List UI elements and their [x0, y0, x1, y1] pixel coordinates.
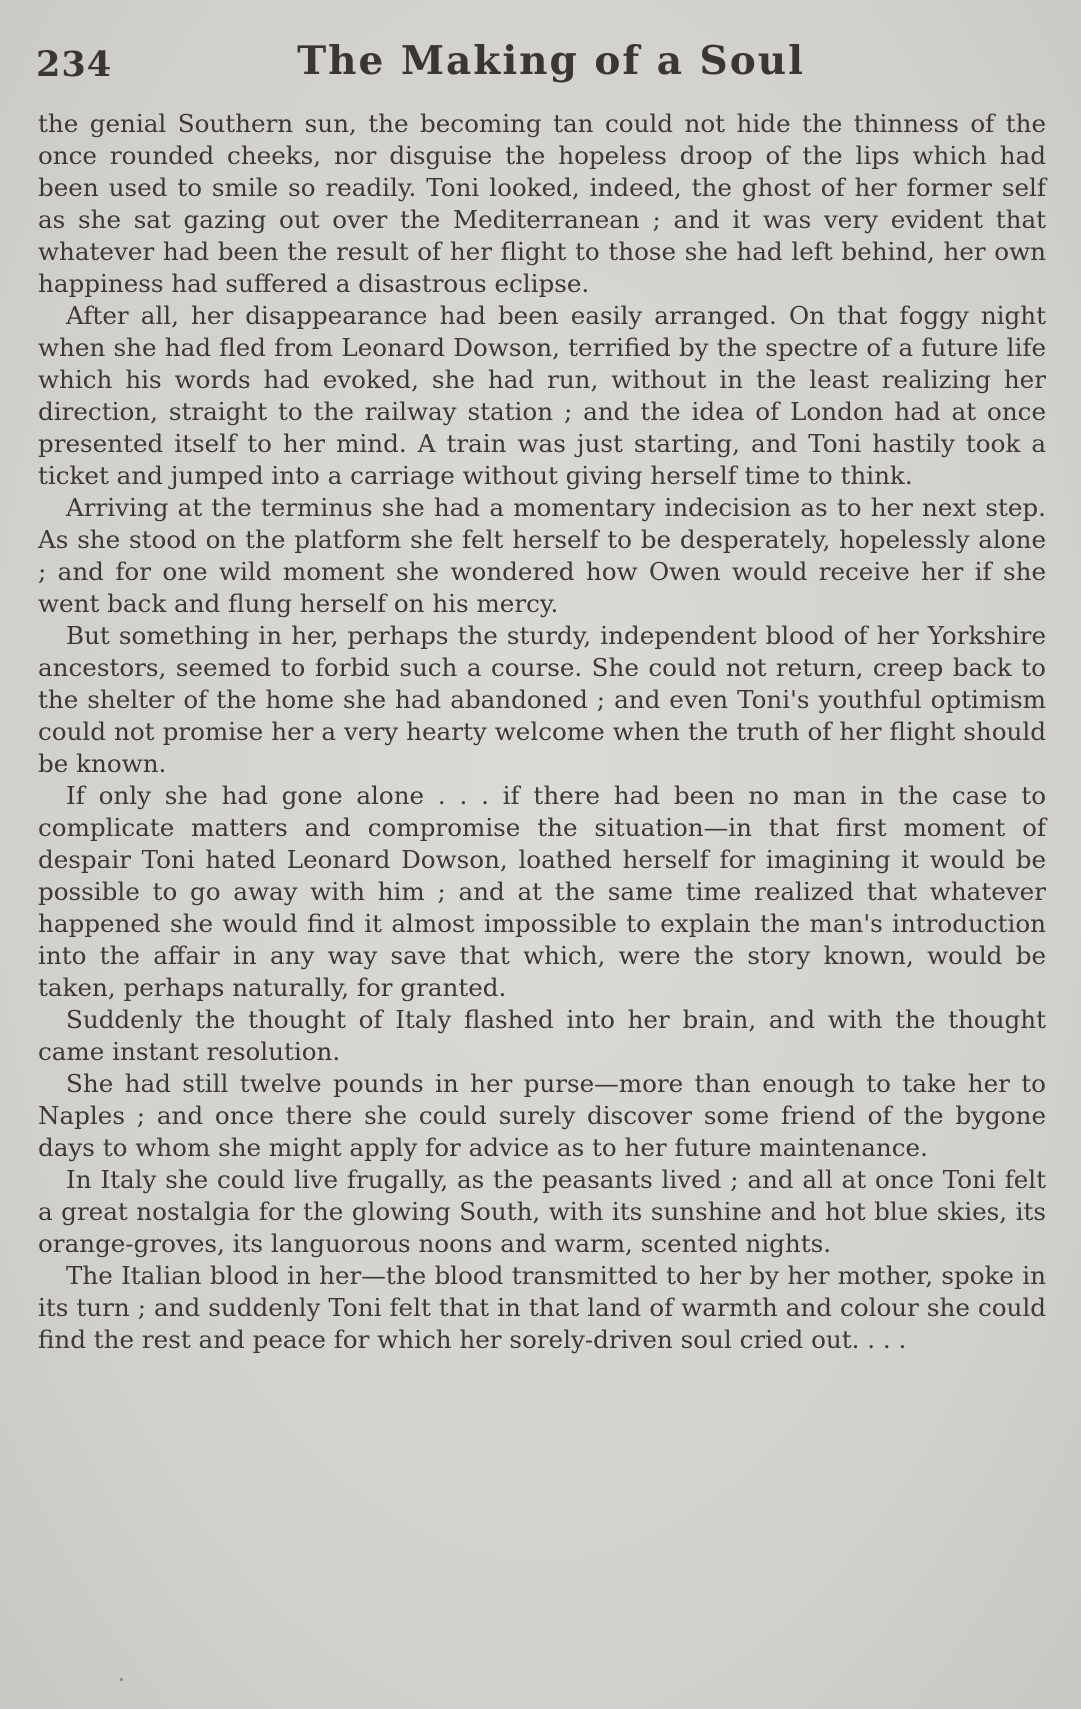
page-header [36, 38, 1046, 88]
paragraph-5: If only she had gone alone . . . if there had been no man in the case to complicate matters and compromise the situation—in that first moment of despair Toni hated Leonard Dowson, loathed herself for imagining it would be possible to go away with him ; and at the same time realized that whatever happened she would find it almost impossible to explain the man's introduction into the affair in any way save that which, were the story known, would be taken, perhaps naturally, for granted. [38, 781, 1046, 1002]
paragraph-6: Suddenly the thought of Italy flashed into her brain, and with the thought came instant resolution. [38, 1005, 1046, 1066]
page-number: 234 [36, 44, 113, 85]
paper-speck [120, 1678, 123, 1681]
paragraph-4: But something in her, perhaps the sturdy, independent blood of her Yorkshire ancestors, seemed to forbid such a course. She could not return, creep back to the shelter of the home she had abandoned ; and even Toni's youthful optimism could not promise her a very hearty welcome when the truth of her flight should be known. [38, 621, 1046, 778]
running-title: The Making of a Soul [297, 38, 805, 84]
paragraph-2: After all, her disappearance had been easily arranged. On that foggy night when she had fled from Leonard Dowson, terrified by the spectre of a future life which his words had evoked, she had run, without in the least realizing her direction, straight to the railway station ; and the idea of London had at once presented itself to her mind. A train was just starting, and Toni hastily took a ticket and jumped into a carriage without giving herself time to think. [38, 301, 1046, 490]
body-text [38, 108, 1046, 1356]
paragraph-3: Arriving at the terminus she had a momentary indecision as to her next step. As she stood on the platform she felt herself to be desperately, hopelessly alone ; and for one wild moment she wondered how Owen would receive her if she went back and flung herself on his mercy. [38, 493, 1046, 618]
paragraph-7: She had still twelve pounds in her purse—more than enough to take her to Naples ; and once there she could surely discover some friend of the bygone days to whom she might apply for advice as to her future maintenance. [38, 1069, 1046, 1162]
paragraph-8: In Italy she could live frugally, as the peasants lived ; and all at once Toni felt a great nostalgia for the glowing South, with its sunshine and hot blue skies, its orange-groves, its languorous noons and warm, scented nights. [38, 1165, 1046, 1258]
paragraph-1: the genial Southern sun, the becoming tan could not hide the thinness of the once rounded cheeks, nor disguise the hopeless droop of the lips which had been used to smile so readily. Toni looked, indeed, the ghost of her former self as she sat gazing out over the Mediterranean ; and it was very evident that whatever had been the result of her flight to those she had left behind, her own happiness had suffered a disastrous eclipse. [38, 109, 1046, 298]
paragraph-9: The Italian blood in her—the blood transmitted to her by her mother, spoke in its turn ; and suddenly Toni felt that in that land of warmth and colour she could find the rest and peace for which her sorely-driven soul cried out. . . . [38, 1261, 1046, 1354]
